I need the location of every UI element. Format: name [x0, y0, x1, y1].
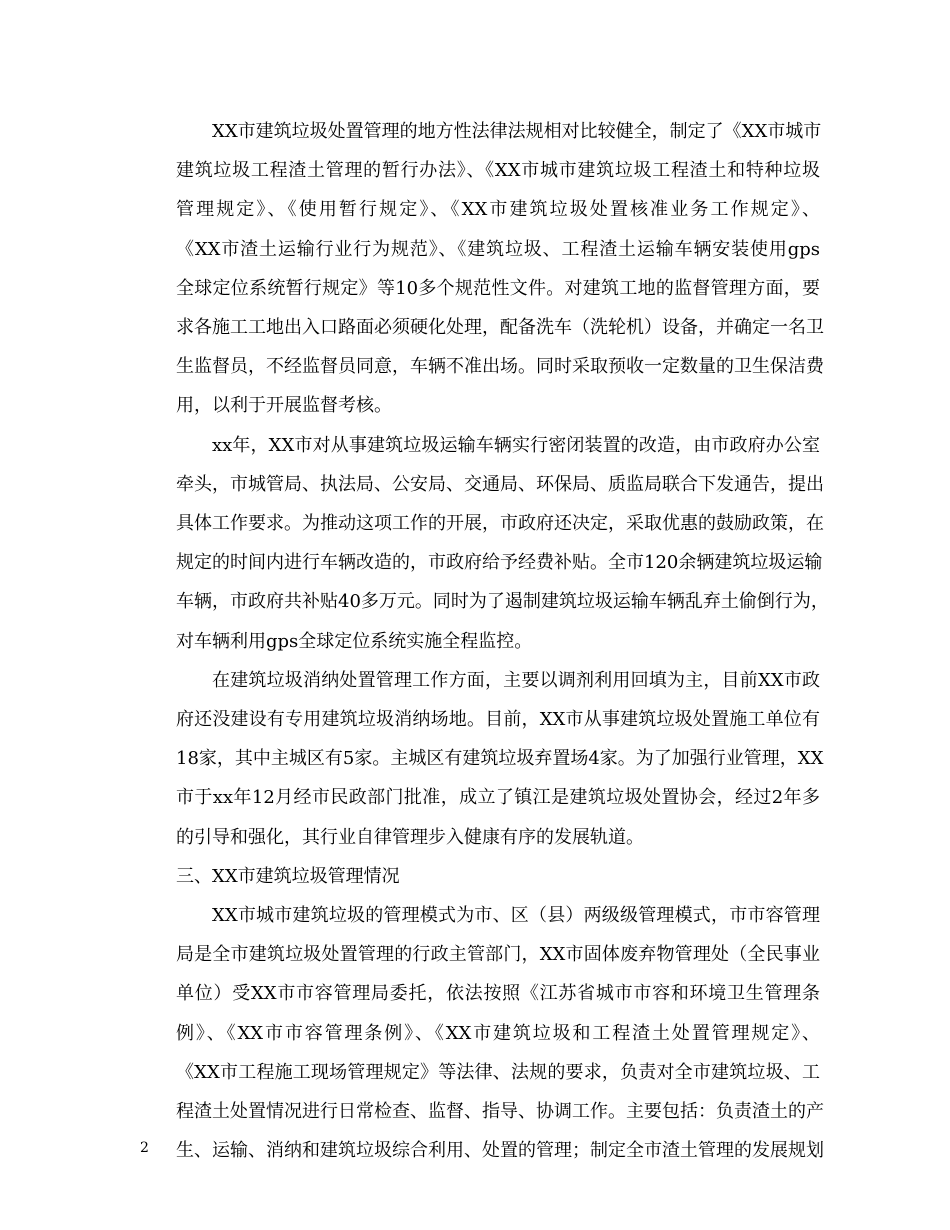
text-line: 求各施工工地出入口路面必须硬化处理，配备洗车（洗轮机）设备，并确定一名卫	[176, 317, 824, 339]
text-line: 《XX市渣土运输行业行为规范》、《建筑垃圾、工程渣土运输车辆安装使用gps	[176, 238, 820, 260]
paragraph-vehicle-retrofit	[140, 426, 829, 661]
text-line: 车辆，市政府共补贴40多万元。同时为了遏制建筑垃圾运输车辆乱弃土偷倒行为，	[176, 591, 829, 613]
text-line: 具体工作要求。为推动这项工作的开展，市政府还决定，采取优惠的鼓励政策，在	[176, 513, 824, 535]
text-line: 《XX市工程施工现场管理规定》等法律、法规的要求，负责对全市建筑垃圾、工	[176, 1061, 820, 1083]
text-line: 生、运输、消纳和建筑垃圾综合利用、处置的管理；制定全市渣土管理的发展规划	[176, 1140, 824, 1162]
text-line: 规定的时间内进行车辆改造的，市政府给予经费补贴。全市120余辆建筑垃圾运输	[176, 552, 823, 574]
text-line: 市于xx年12月经市民政部门批准，成立了镇江是建筑垃圾处置协会，经过2年多	[176, 787, 820, 809]
text-line: 单位）受XX市市容管理局委托，依法按照《江苏省城市市容和环境卫生管理条	[176, 983, 820, 1005]
text-line: xx年，XX市对从事建筑垃圾运输车辆实行密闭装置的改造，由市政府办公室	[212, 434, 820, 456]
text-line: XX市建筑垃圾处置管理的地方性法律法规相对比较健全，制定了《XX市城市	[212, 121, 822, 142]
paragraph-management-model	[140, 896, 824, 1170]
text-line: 程渣土处置情况进行日常检查、监督、指导、协调工作。主要包括：负责渣土的产	[176, 1101, 824, 1123]
text-line: 建筑垃圾工程渣土管理的暂行办法》、《XX市城市建筑垃圾工程渣土和特种垃圾	[176, 160, 820, 182]
text-line: 全球定位系统暂行规定》等10多个规范性文件。对建筑工地的监督管理方面，要	[176, 277, 820, 299]
text-line: 对车辆利用gps全球定位系统实施全程监控。	[176, 630, 533, 652]
text-line: 生监督员，不经监督员同意，车辆不准出场。同时采取预收一定数量的卫生保洁费	[176, 356, 824, 378]
text-line: 用，以利于开展监督考核。	[176, 395, 392, 417]
text-line: 例》、《XX市市容管理条例》、《XX市建筑垃圾和工程渣土处置管理规定》、	[176, 1022, 820, 1044]
text-line: 府还没建设有专用建筑垃圾消纳场地。目前，XX市从事建筑垃圾处置施工单位有	[176, 709, 820, 731]
text-line: 的引导和强化，其行业自律管理步入健康有序的发展轨道。	[176, 826, 644, 848]
text-line: 18家，其中主城区有5家。主城区有建筑垃圾弃置场4家。为了加强行业管理，XX	[176, 748, 824, 770]
page-number: 2	[140, 1140, 149, 1156]
paragraph-disposal	[140, 661, 824, 857]
text-line: XX市城市建筑垃圾的管理模式为市、区（县）两级级管理模式，市市容管理	[212, 905, 820, 927]
section-heading: 三、XX市建筑垃圾管理情况	[176, 865, 400, 887]
text-line: 在建筑垃圾消纳处置管理工作方面，主要以调剂利用回填为主，目前XX市政	[212, 669, 820, 691]
text-line: 管理规定》、《使用暂行规定》、《XX市建筑垃圾处置核准业务工作规定》、	[176, 199, 820, 221]
document-body	[140, 112, 829, 1170]
text-line: 局是全市建筑垃圾处置管理的行政主管部门，XX市固体废弃物管理处（全民事业	[176, 944, 820, 966]
paragraph-regulations	[140, 112, 824, 426]
text-line: 牵头，市城管局、执法局、公安局、交通局、环保局、质监局联合下发通告，提出	[176, 473, 824, 495]
